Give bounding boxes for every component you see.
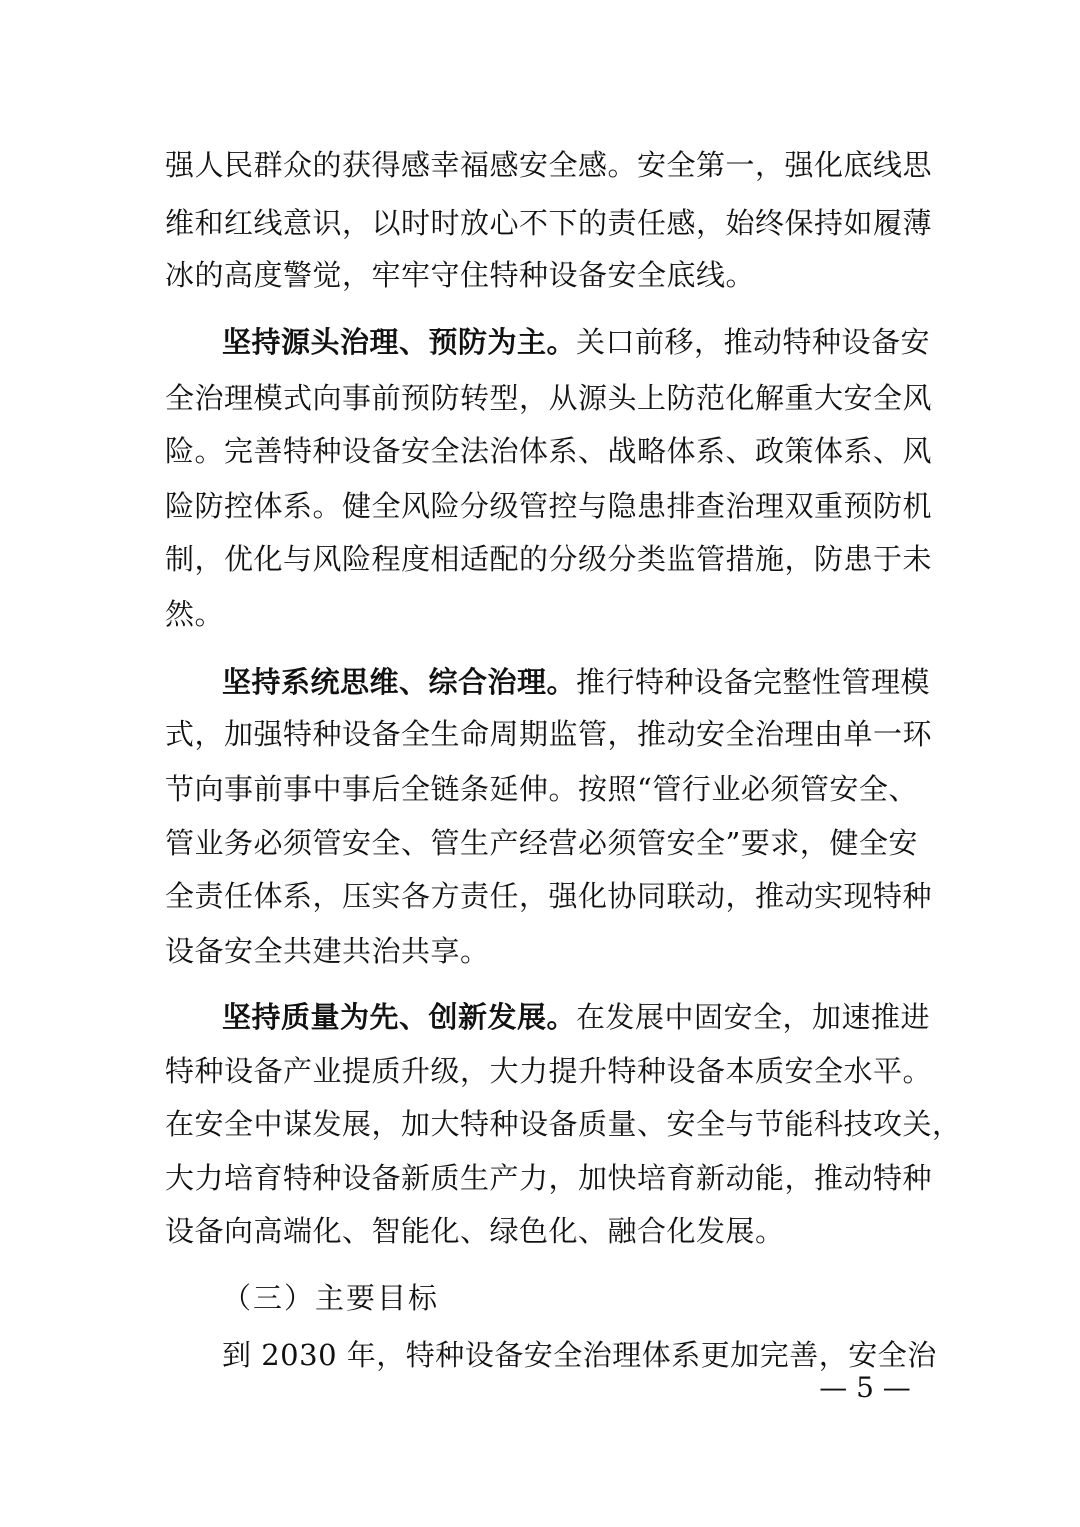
paragraph-lead: 坚持系统思维、综合治理。 <box>222 665 577 699</box>
page-number: — 5 — <box>819 1371 911 1404</box>
body-text-line: 节向事前事中事后全链条延伸。按照“管行业必须管安全、 <box>165 772 918 806</box>
body-text-line: 设备安全共建共治共享。 <box>165 934 490 968</box>
paragraph-lead-rest: 在发展中固安全，加速推进 <box>576 1000 931 1034</box>
paragraph-lead-rest: 关口前移，推动特种设备安 <box>576 325 931 359</box>
body-text-line: 式，加强特种设备全生命周期监管，推动安全治理由单一环 <box>165 717 933 751</box>
body-text-line: 制，优化与风险程度相适配的分级分类监管措施，防患于未 <box>165 542 933 576</box>
body-text-line: 到 2030 年，特种设备安全治理体系更加完善，安全治 <box>222 1338 937 1372</box>
body-text-line: 全治理模式向事前预防转型，从源头上防范化解重大安全风 <box>165 381 933 415</box>
body-text-line: 大力培育特种设备新质生产力，加快培育新动能，推动特种 <box>165 1161 933 1195</box>
paragraph-first-line <box>222 322 931 362</box>
body-text-line: 维和红线意识，以时时放心不下的责任感，始终保持如履薄 <box>165 206 933 240</box>
paragraph-first-line <box>222 662 931 702</box>
body-text-line: 设备向高端化、智能化、绿色化、融合化发展。 <box>165 1214 785 1248</box>
body-text-line: 强人民群众的获得感幸福感安全感。安全第一，强化底线思 <box>165 148 933 182</box>
body-text-line: 全责任体系，压实各方责任，强化协同联动，推动实现特种 <box>165 879 933 913</box>
body-text-line: 险。完善特种设备安全法治体系、战略体系、政策体系、风 <box>165 434 933 468</box>
paragraph-first-line <box>222 997 931 1037</box>
paragraph-lead: 坚持质量为先、创新发展。 <box>222 1000 577 1034</box>
body-text-line: 在安全中谋发展，加大特种设备质量、安全与节能科技攻关， <box>165 1107 962 1141</box>
paragraph-lead: 坚持源头治理、预防为主。 <box>222 325 577 359</box>
section-heading: （三）主要目标 <box>222 1281 440 1315</box>
paragraph-lead-rest: 推行特种设备完整性管理模 <box>576 665 931 699</box>
body-text-line: 然。 <box>165 597 225 631</box>
body-text-line: 管业务必须管安全、管生产经营必须管安全”要求，健全安 <box>165 826 918 860</box>
body-text-line: 特种设备产业提质升级，大力提升特种设备本质安全水平。 <box>165 1054 933 1088</box>
body-text-line: 冰的高度警觉，牢牢守住特种设备安全底线。 <box>165 258 756 292</box>
body-text-line: 险防控体系。健全风险分级管控与隐患排查治理双重预防机 <box>165 489 933 523</box>
